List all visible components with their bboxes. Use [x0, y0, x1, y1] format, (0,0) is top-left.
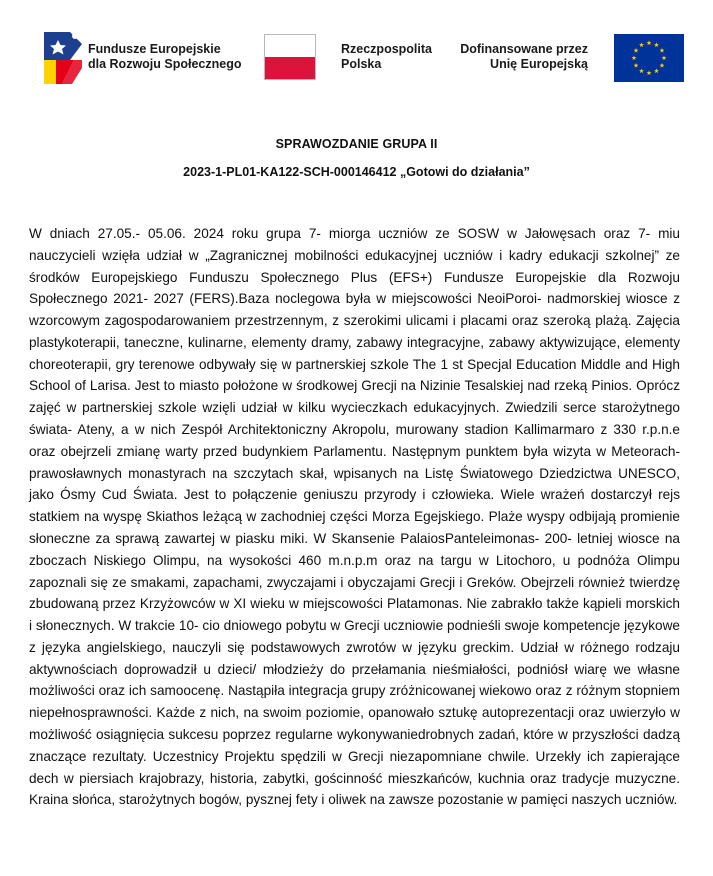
- fe-logo-text-line1: Fundusze Europejskie: [88, 42, 221, 56]
- eu-logo-text-line1: Dofinansowane przez: [460, 42, 588, 56]
- polish-flag-icon: [264, 34, 316, 80]
- eu-logo-text: [460, 42, 588, 72]
- fe-logo-text-line2: dla Rozwoju Społecznego: [88, 57, 242, 71]
- logo-bar: [44, 26, 684, 88]
- document-subtitle: 2023-1-PL01-KA122-SCH-000146412 „Gotowi do działania”: [183, 165, 530, 179]
- fundusze-europejskie-logo-icon: [44, 26, 82, 86]
- report-body: W dniach 27.05.- 05.06. 2024 roku grupa 7- miorga uczniów ze SOSW w Jałowęsach oraz 7- miu nauczycieli wzięła udział w „Zagranicznej mobilności edukacyjnej uczniów i kadry edukacji szkolnej” ze środków Europejskiego Funduszu Społecznego Plus (EFS+) Fundusze Europejskie dla Rozwoju Społecznego 2021- 2027 (FERS).Baza noclegowa była w miejscowości NeoiPoroi- nadmorskiej wiosce z wzorcowym zagospodarowaniem przestrzennym, z szerokimi ulicami i placami oraz szeroką plażą. Zajęcia plastykoterapii, taneczne, kulinarne, elementy dramy, zabawy integracyjne, zabawy aktywizujące, elementy choreoterapii, gry terenowe odbywały się w partnerskiej szkole The 1 st Specjal Education Middle and High School of Larisa. Jest to miasto położone w środkowej Grecji na Nizinie Tesalskiej nad rzeką Pinios. Oprócz zajęć w partnerskiej szkole wzięli udział w kilku wycieczkach edukacyjnych. Zwiedzili serce starożytnego świata- Ateny, a w nich Zespół Architektoniczny Akropolu, murowany stadion Kallimarmaro z 330 r.p.n.e oraz obejrzeli zmianę warty przed budynkiem Parlamentu. Następnym punktem była wizyta w Meteorach- prawosławnych monastyrach na szczytach skał, wpisanych na Listę Światowego Dziedzictwa UNESCO, jako Ósmy Cud Świata. Jest to połączenie geniuszu przyrody i człowieka. Wiele wrażeń dostarczył rejs statkiem na wyspę Skiathos leżącą w zachodniej części Morza Egejskiego. Plaże wyspy odbijają promienie słoneczne za sprawą zawartej w piasku miki. W Skansenie PalaiosPanteleimonas- 200- letniej wiosce na zboczach Niskiego Olimpu, na wysokości 460 m.n.p.m oraz na targu w Litochoro, u podnóża Olimpu zapoznali się ze smakami, zapachami, zwyczajami i obyczajami Grecji i Greków. Obejrzeli również twierdzę zbudowaną przez Krzyżowców w XI wieku w miejscowości Platamonas. Nie zabrakło także kąpieli morskich i słonecznych. W trakcie 10- cio dniowego pobytu w Grecji uczniowie podnieśli swoje kompetencje językowe z języka angielskiego, nauczyli się podstawowych zwrotów w języku greckim. Udział w różnego rodzaju aktywnościach doprowadził u dzieci/ młodzieży do przełamania nieśmiałości, podniósł wiarę we własne możliwości oraz ich samoocenę. Nastąpiła integracja grupy zróżnicowanej wiekowo oraz z różnym stopniem niepełnosprawności. Każde z nich, na swoim poziomie, opanowało sztukę autoprezentacji oraz uwierzyło w możliwość osiągnięcia sukcesu poprzez regularne wykonywaniedrobnych zadań, które w przyszłości dadzą znaczące rezultaty. Uczestnicy Projektu spędzili w Grecji niezapomniane chwile. Urzekły ich zapierające dech w piersiach krajobrazy, historia, zabytki, gościnność mieszkańców, kuchnia oraz tradycje muzyczne. Kraina słońca, starożytnych bogów, pysznej fety i oliwek na zawsze pozostanie w pamięci naszych uczniów.: [29, 226, 680, 808]
- document-title: SPRAWOZDANIE GRUPA II: [275, 137, 438, 151]
- pl-logo-text-line2: Polska: [341, 57, 382, 71]
- eu-flag-icon: [614, 34, 684, 82]
- pl-logo-text: [341, 42, 432, 72]
- pl-logo-text-line1: Rzeczpospolita: [341, 42, 432, 56]
- eu-logo-text-line2: Unię Europejską: [490, 57, 588, 71]
- fe-logo-text: [88, 42, 241, 72]
